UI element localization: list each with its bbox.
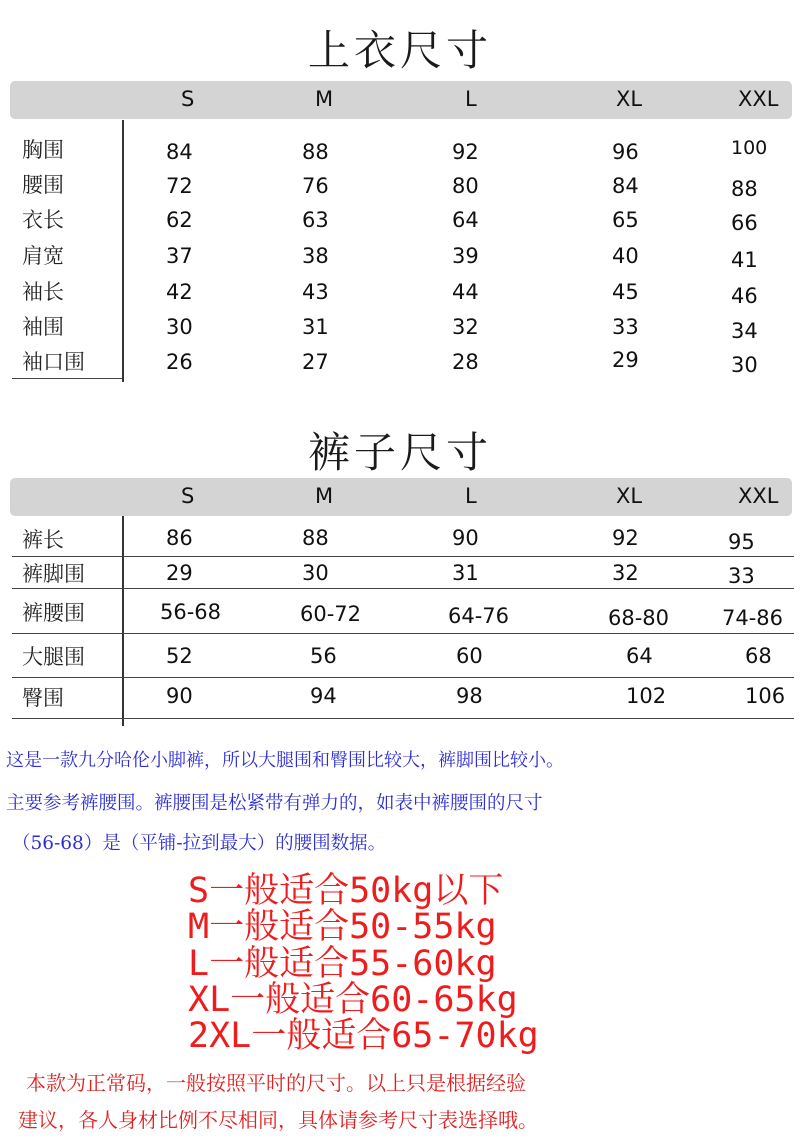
weight-guide-line: 2XL一般适合65-70kg	[188, 1016, 539, 1056]
pants-row-divider	[12, 677, 794, 678]
cell-xxl: 68	[745, 644, 772, 668]
cell-m: 43	[302, 280, 329, 304]
cell-l: 28	[452, 350, 479, 374]
cell-xxl: 106	[745, 684, 786, 708]
top-table-divider	[122, 120, 124, 382]
row-label: 袖围	[22, 315, 64, 339]
cell-m: 56	[310, 644, 337, 668]
row-label: 腰围	[22, 173, 64, 197]
cell-s: 26	[166, 350, 193, 374]
row-label: 胸围	[22, 138, 64, 162]
cell-m: 30	[302, 561, 329, 585]
cell-xl: 96	[612, 140, 639, 164]
row-label: 臀围	[22, 686, 64, 710]
cell-s: 62	[166, 208, 193, 232]
pants-size-xxl: XXL	[738, 484, 779, 508]
weight-guide-line: M一般适合50-55kg	[188, 907, 497, 947]
cell-xl: 40	[612, 244, 639, 268]
row-label: 袖长	[22, 280, 64, 304]
cell-xxl: 46	[731, 284, 758, 308]
pants-note-line: （56-68）是（平铺-拉到最大）的腰围数据。	[12, 833, 387, 854]
pants-row-divider	[12, 633, 794, 634]
row-label: 衣长	[22, 208, 64, 232]
cell-xxl: 66	[731, 211, 758, 235]
pants-size-header	[10, 478, 792, 516]
cell-s: 90	[166, 684, 193, 708]
cell-xxl: 33	[728, 564, 755, 588]
pants-row-divider	[12, 556, 794, 557]
cell-l: 60	[456, 644, 483, 668]
pants-note-line: 这是一款九分哈伦小脚裤，所以大腿围和臀围比较大，裤脚围比较小。	[6, 750, 564, 771]
pants-size-l: L	[465, 484, 477, 508]
pants-size-s: S	[181, 484, 195, 508]
top-table-bottom-line	[12, 378, 122, 379]
top-size-header	[10, 81, 792, 119]
top-size-l: L	[465, 87, 477, 111]
cell-l: 44	[452, 280, 479, 304]
cell-m: 94	[310, 684, 337, 708]
cell-xl: 33	[612, 315, 639, 339]
top-size-xxl: XXL	[738, 87, 779, 111]
cell-s: 56-68	[160, 600, 222, 624]
cell-xxl: 30	[731, 353, 758, 377]
cell-s: 42	[166, 280, 193, 304]
cell-xl: 102	[626, 684, 667, 708]
pants-size-m: M	[315, 484, 334, 508]
pants-size-title: 裤子尺寸	[307, 428, 492, 477]
cell-l: 64	[452, 208, 479, 232]
pants-table-divider	[122, 516, 124, 726]
cell-xxl: 34	[731, 319, 758, 343]
row-label: 裤长	[22, 528, 64, 552]
cell-s: 29	[166, 561, 193, 585]
weight-guide-line: L一般适合55-60kg	[188, 944, 497, 984]
cell-m: 27	[302, 350, 329, 374]
top-size-title: 上衣尺寸	[307, 26, 492, 75]
cell-s: 86	[166, 526, 193, 550]
cell-s: 37	[166, 244, 193, 268]
cell-m: 76	[302, 174, 329, 198]
row-label: 裤腰围	[22, 601, 85, 625]
cell-l: 39	[452, 244, 479, 268]
cell-s: 30	[166, 315, 193, 339]
sizing-advice-line: 建议，各人身材比例不尽相同，具体请参考尺寸表选择哦。	[18, 1108, 538, 1132]
cell-xxl: 41	[731, 248, 758, 272]
cell-xl: 32	[612, 561, 639, 585]
cell-l: 90	[452, 526, 479, 550]
sizing-advice-line: 本款为正常码，一般按照平时的尺寸。以上只是根据经验	[26, 1071, 526, 1095]
cell-s: 52	[166, 644, 193, 668]
cell-s: 72	[166, 174, 193, 198]
cell-m: 88	[302, 140, 329, 164]
weight-guide-line: XL一般适合60-65kg	[188, 980, 518, 1020]
top-size-s: S	[181, 87, 195, 111]
cell-xxl: 74-86	[722, 606, 784, 630]
cell-xl: 92	[612, 526, 639, 550]
cell-m: 60-72	[300, 602, 362, 626]
row-label: 大腿围	[22, 645, 85, 669]
cell-xl: 65	[612, 208, 639, 232]
cell-m: 88	[302, 526, 329, 550]
cell-xxl: 100	[731, 137, 768, 159]
cell-xxl: 88	[731, 177, 758, 201]
pants-row-divider	[12, 718, 794, 719]
top-size-xl: XL	[616, 87, 643, 111]
cell-xxl: 95	[728, 530, 755, 554]
row-label: 袖口围	[22, 350, 85, 374]
cell-m: 38	[302, 244, 329, 268]
pants-row-divider	[12, 588, 794, 589]
cell-l: 80	[452, 174, 479, 198]
top-size-m: M	[315, 87, 334, 111]
cell-m: 31	[302, 315, 329, 339]
cell-m: 63	[302, 208, 329, 232]
cell-l: 64-76	[448, 604, 510, 628]
cell-xl: 45	[612, 280, 639, 304]
row-label: 肩宽	[22, 244, 64, 268]
cell-xl: 64	[626, 644, 653, 668]
row-label: 裤脚围	[22, 562, 85, 586]
cell-l: 32	[452, 315, 479, 339]
cell-xl: 29	[612, 348, 639, 372]
weight-guide-line: S一般适合50kg以下	[188, 871, 504, 911]
cell-xl: 68-80	[608, 606, 670, 630]
cell-l: 98	[456, 684, 483, 708]
cell-l: 31	[452, 561, 479, 585]
pants-note-line: 主要参考裤腰围。裤腰围是松紧带有弹力的，如表中裤腰围的尺寸	[6, 793, 543, 814]
cell-xl: 84	[612, 174, 639, 198]
cell-l: 92	[452, 140, 479, 164]
pants-size-xl: XL	[616, 484, 643, 508]
cell-s: 84	[166, 140, 193, 164]
